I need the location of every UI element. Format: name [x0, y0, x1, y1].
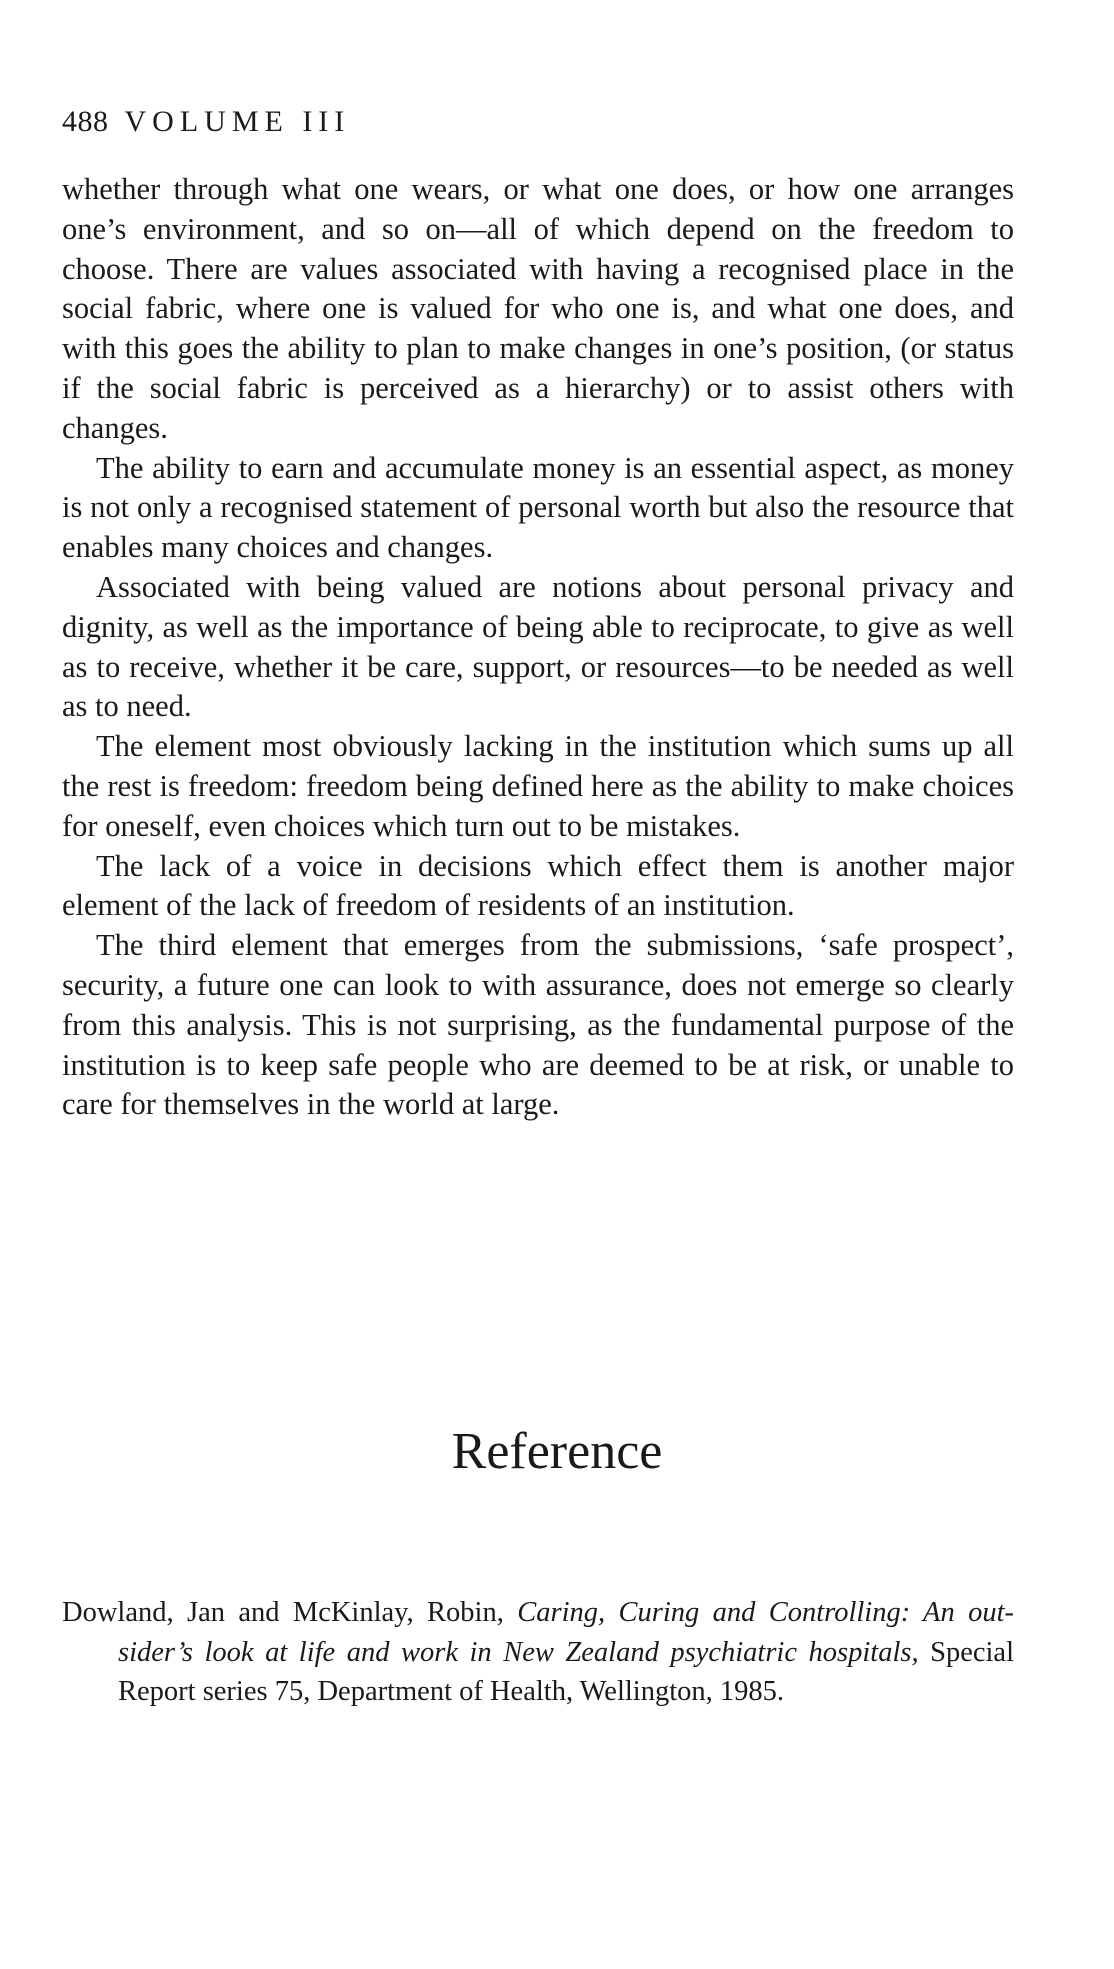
paragraph-continued: whether through what one wears, or what one does, or how one arranges one’s environment, and so on—all of which depend on the freedom to choose. There are values associated with having a recognised place in the social fabric, where one is valued for who one is, and what one does, and with this goes the ability to plan to make changes in one’s position, (or status if the social fabric is perceived as a hierarchy) or to assist others with changes.	[62, 172, 1014, 445]
page-number: 488	[62, 105, 109, 138]
paragraph: The third element that emerges from the submissions, ‘safe prospect’, security, a future one can look to with assurance, does not emerge so clearly from this analysis. This is not surprising, as the fundamental purpose of the institution is to keep safe people who are deemed to be at risk, or unable to care for themselves in the world at large.	[62, 928, 1014, 1122]
reference-heading: Reference	[451, 1423, 663, 1480]
reference-entry	[62, 1593, 1014, 1712]
paragraph: The ability to earn and accumulate money is an essential aspect, as money is not only a recognised statement of personal worth but also the resource that enables many choices and changes.	[62, 450, 1014, 565]
body-text	[62, 170, 1014, 1125]
volume-label: VOLUME III	[124, 105, 351, 138]
reference-publication: Special Report series 75, Department of Health, Wellington, 1985.	[118, 1636, 1014, 1707]
reference-authors: Dowland, Jan and McKinlay, Robin,	[62, 1597, 518, 1628]
reference-title: Caring, Curing and Controlling: An outsider’s look at life and work in New Zealand psychiatric hospitals,	[118, 1597, 1014, 1668]
running-head	[62, 102, 350, 142]
paragraph: Associated with being valued are notions about personal privacy and dignity, as well as the importance of being able to reciprocate, to give as well as to receive, whether it be care, support, or resources—to be needed as well as to need.	[62, 569, 1014, 724]
paragraph: The lack of a voice in decisions which effect them is another major element of the lack of freedom of residents of an institution.	[62, 848, 1014, 923]
paragraph: The element most obviously lacking in the institution which sums up all the rest is freedom: freedom being defined here as the ability to make choices for oneself, even choices which turn out to be mistakes.	[62, 729, 1014, 843]
